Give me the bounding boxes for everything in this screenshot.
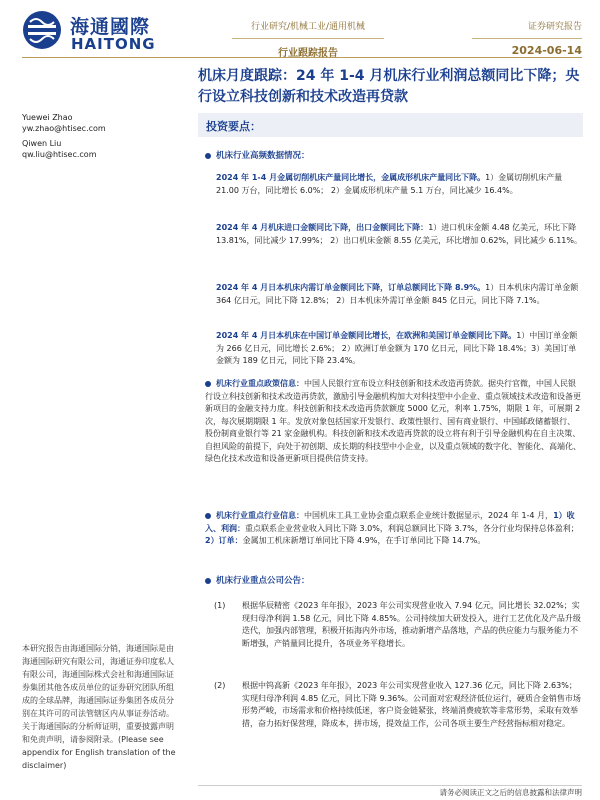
divider [232, 38, 384, 39]
data-paragraph [216, 222, 582, 247]
bullet-icon [205, 578, 211, 584]
bullet-icon [205, 153, 211, 159]
paragraph-highlight: 2）订单： [205, 536, 243, 545]
paragraph-text: 1）日本机床内需订单金额 364 亿日元，同比下降 12.8%； 2）日本机床外需订单金额 845 亿日元，同比下降 7.1%。 [216, 283, 579, 305]
data-paragraph [216, 282, 582, 307]
report-title: 机床月度跟踪：24 年 1-4 月机床行业利润总额同比下降；央行设立科技创新和技术改造再贷款 [198, 68, 580, 105]
author-name: Qiwen Liu [22, 139, 62, 148]
bullet-icon [205, 381, 211, 387]
section-heading [205, 575, 310, 588]
logo-english-name: HAITONG [71, 35, 156, 53]
paragraph-text: 金属加工机床新增订单同比下降 4.9%，在手订单同比下降 14.7%。 [242, 536, 486, 545]
report-type: 行业跟踪报告 [278, 48, 338, 59]
section-heading-text: 机床行业重点行业信息： [216, 511, 304, 520]
summary-heading: 投资要点： [206, 120, 261, 133]
paragraph-highlight: 2024 年 1-4 月金属切削机床产量同比增长，金属成形机床产量同比下降。 [216, 173, 486, 182]
report-category-block [228, 10, 388, 59]
paragraph-highlight: 2024 年 4 月机床进口金额同比下降，出口金额同比下降： [216, 223, 429, 232]
paragraph-text: 中国机床工具工业协会重点联系企业统计数据显示，2024 年 1-4 月， [304, 511, 554, 520]
industry-paragraph [205, 510, 582, 548]
header-divider [22, 57, 582, 58]
section-heading-text: 机床行业重点政策信息： [216, 379, 304, 388]
paragraph-text: 中国人民银行宣布设立科技创新和技术改造再贷款。据央行官微，中国人民银行设立科技创新和技术改造再贷款，激励引导金融机构加大对科技型中小企业、重点领域技术改造和设备更新项目的金融支持力度。科技创新和技术改造再贷款额度 5000 亿元，利率 1.75%，期限 1 年，可展期 2 次，每次展期期限 1 年。发放对象包括国家开发银行、政策性银行、国有商业银行、中国邮政储蓄银行、股份制商业银行等 21 家金融机构。科技创新和技术改造再贷款的设立将有利于引导金融机构在自主决策、自担风险的前提下，向处于初创期、成长期的科技型中小企业，以及重点领域的数字化、智能化、高端化、绿色化技术改造和设备更新项目提供信贷支持。 [205, 379, 581, 463]
data-paragraph [216, 172, 582, 197]
announcement-text: 根据华辰精密《2023 年年报》，2023 年公司实现营业收入 7.94 亿元，同比增长 32.02%；实现归母净利润 1.58 亿元，同比下降 4.85%。公司持续加大研发投入，进行工艺优化及产品升级迭代，加强内部管理，积极开拓海内外市场，推动新增产品落地，产品的供应能力与服务能力不断增强，产销量同比提升，各项业务平稳增长。 [242, 601, 581, 648]
haitong-logo [22, 10, 212, 53]
paragraph-highlight: 2024 年 4 月日本机床内需订单金额同比下降，订单总额同比下降 8.9%。 [216, 283, 486, 292]
paragraph-highlight: 2024 年 4 月日本机床在中国订单金额同比增长，在欧洲和美国订单金额同比下降。 [216, 331, 517, 340]
author-name: Yuewei Zhao [22, 113, 73, 122]
report-date: 2024-06-14 [511, 44, 582, 57]
item-number: (1) [214, 601, 226, 610]
paragraph-text: 1）金属切削机床产量 21.00 万台，同比增长 6.0%； 2）金属成形机床产量 5.1 万台，同比减少 16.4%。 [216, 173, 563, 195]
author-email[interactable]: yw.zhao@htisec.com [22, 124, 106, 133]
author-block [22, 138, 97, 160]
summary-section-header [198, 113, 583, 137]
author-email[interactable]: qw.liu@htisec.com [22, 150, 97, 159]
footer-divider [198, 785, 582, 786]
section-heading-text: 机床行业高频数据情况： [216, 151, 310, 161]
section-heading [205, 150, 310, 163]
haitong-emblem-icon [22, 10, 62, 50]
report-category: 行业研究/机械工业/通用机械 [250, 22, 366, 32]
paragraph-text: 重点联系企业营业收入同比下降 3.0%，利润总额同比下降 3.7%，各分行业均保持总体盈利； [245, 523, 579, 533]
section-heading-text: 机床行业重点公司公告： [216, 576, 310, 586]
policy-paragraph [205, 378, 582, 466]
divider [472, 38, 582, 39]
paragraph-text: 1）进口机床金额 4.48 亿美元，环比下降 13.81%，同比减少 17.99%； 2）出口机床金额 8.55 亿美元，环比增加 0.62%，同比减少 6.11%。 [216, 223, 582, 245]
bullet-icon [205, 513, 211, 519]
report-meta-block [472, 10, 582, 57]
footer-notice: 请务必阅读正文之后的信息披露和法律声明 [439, 788, 582, 797]
disclaimer-text: 本研究报告由海通国际分销，海通国际是由海通国际研究有限公司，海通证券印度私人有限公司，海通国际株式会社和海通国际证券集团其他各成员单位的证券研究团队所组成的全球品牌，海通国际证券集团各成员分别在其许可的司法管辖区内从事证券活动。关于海通国际的分析师证明，重要披露声明和免责声明，请参阅附录。(Please see appendix for English translation of the disclaimer) [22, 644, 176, 770]
paragraph-highlight: 1）收入、利润： [205, 511, 575, 533]
author-block [22, 112, 106, 134]
paragraph-text: 1）中国订单金额为 266 亿日元，同比增长 2.6%； 2）欧洲订单金额为 170 亿日元，同比下降 18.4%；3）美国订单金额为 189 亿日元，同比下降 23.4%。 [216, 331, 578, 365]
data-paragraph [216, 330, 582, 368]
item-number: (2) [214, 681, 226, 690]
report-label: 证券研究报告 [527, 22, 582, 32]
logo-chinese-name: 海通國際 [70, 16, 151, 38]
announcement-text: 根据中钨高新《2023 年年报》，2023 年公司实现营业收入 127.36 亿元，同比下降 2.63%；实现归母净利润 4.85 亿元，同比下降 9.36%。公司面对宏观经济低位运行，硬质合金销售市场形势严峻，市场需求和价格持续低迷，客户资金链紧张，终端消费疲软等非常形势，采取有效举措，奋力拓好保营理，降成本，拼市场，提效益工作，公司各项主要生产经营指标相对稳定。 [242, 681, 581, 728]
